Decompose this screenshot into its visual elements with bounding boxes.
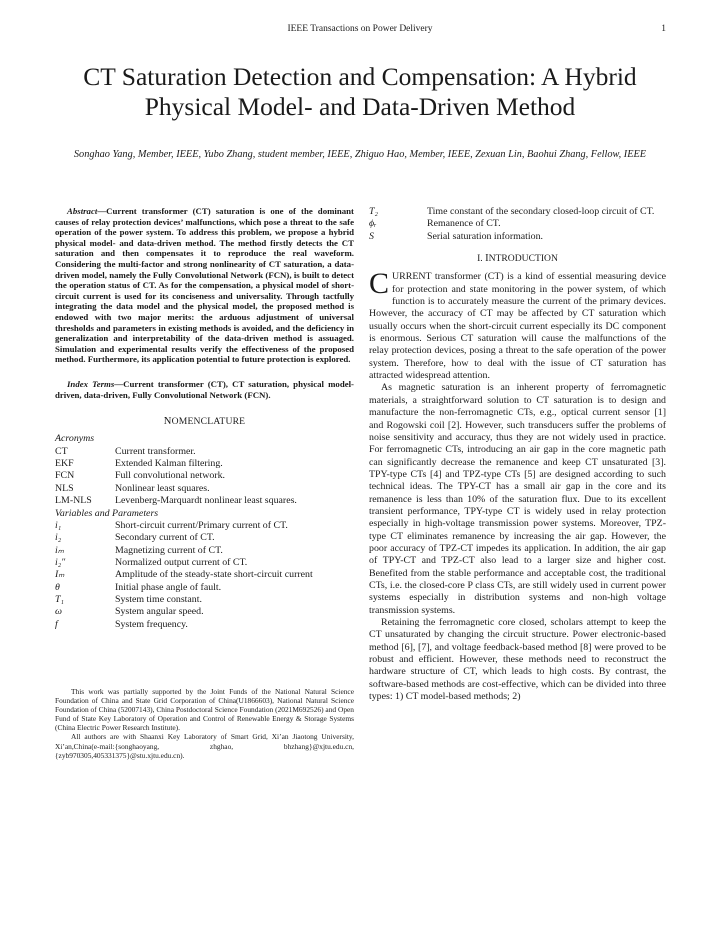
intro-paragraph-1 (369, 267, 666, 382)
nomenclature-symbol: NLS (55, 482, 74, 494)
intro-lead-word: URRENT (392, 271, 432, 283)
affiliation-footnote: All authors are with Shaanxi Key Laboratory of Smart Grid, Xi’an Jiaotong University, Xi’an,China(e-mail:{songhaoyang, zhghao, bhzhang}@xjtu.edu.cn, {zyb970305,405331375}@stu.xjtu.edu.cn). (55, 732, 354, 760)
nomenclature-symbol: i₂″ (55, 556, 66, 568)
paper-title: CT Saturation Detection and Compensation: A Hybrid Physical Model- and Data-Driven Method (83, 62, 637, 121)
nomenclature-definition: Secondary current of CT. (115, 532, 215, 544)
nomenclature-symbol: EKF (55, 458, 74, 470)
acronyms-subheading: Acronyms (55, 433, 95, 445)
intro-paragraph-3: Retaining the ferromagnetic core closed, scholars attempt to keep the CT unsaturated by changing the circuit structure. Power electronic-based method [6], [7], and voltage feedback-based method [8] were proved to be robust and efficient. However, these methods need to reconstruct the hardware structure of CT, which leads to high costs. By contrast, the software-based methods are cost-effective, which can be divided into three types: 1) CT model-based methods; 2) (369, 617, 666, 703)
introduction-heading-number: I. (477, 253, 483, 265)
nomenclature-row (55, 470, 354, 482)
nomenclature-definition: Time constant of the secondary closed-loop circuit of CT. (427, 206, 655, 217)
variables-subheading: Variables and Parameters (55, 507, 159, 519)
nomenclature-continued (369, 206, 666, 243)
nomenclature-row (55, 569, 354, 581)
nomenclature-definition: System time constant. (115, 593, 202, 605)
nomenclature-row (55, 582, 354, 594)
nomenclature-symbol: CT (55, 445, 68, 457)
nomenclature-row (369, 206, 666, 218)
nomenclature-definition: System frequency. (115, 618, 188, 630)
index-terms-label: Index Terms (67, 378, 115, 389)
nomenclature-heading (55, 416, 354, 428)
nomenclature-definition: Current transformer. (115, 445, 196, 457)
nomenclature-symbol: S (369, 230, 374, 242)
nomenclature-symbol: iₘ (55, 544, 64, 556)
nomenclature-definition: Nonlinear least squares. (115, 482, 210, 494)
nomenclature-row (55, 606, 354, 618)
nomenclature-row (55, 483, 354, 495)
nomenclature-row (369, 218, 666, 230)
footnote (55, 687, 354, 760)
nomenclature-symbol: FCN (55, 470, 75, 482)
nomenclature-definition: Normalized output current of CT. (115, 556, 248, 568)
nomenclature-definition: Remanence of CT. (427, 218, 501, 230)
journal-name: IEEE Transactions on Power Delivery (287, 24, 433, 34)
right-column (369, 206, 666, 703)
intro-paragraph-2: As magnetic saturation is an inherent property of ferromagnetic materials, a straightforward solution to CT saturation is to design and manufacture the non-ferromagnetic CTs, e.g., optical current sensor [1] and Rogowski coil [2]. However, such transducers suffer the problems of noise sensitivity and accuracy, thus they are not widely used in practice. For ferromagnetic CTs, introducing an air gap in the core magnetic path can significantly decrease the remanence and keep CT unsaturated [3]. TPY-type CTs [4] and TPZ-type CTs [5] are designed according to such technical ideas. The TPY-CT has a small air gap in the core and its remanence is less than 10% of the saturation flux. Due to its excellent transient performance, TPY-type CT is widely used in relay protection especially in high-voltage transmission power systems. Moreover, TPZ-type CT eliminates remanence by increasing the air gap. However, the poor accuracy of TPZ-CT impedes its application. In addition, the air gap of TPY-CT and TPZ-CT also lead to a larger size and higher cost. Benefited from the stable performance and acceptable cost, the traditional CTs, i.e. the closed-core P class CTs, are still widely used in current power systems especially in distribution systems and non-high voltage transmission systems. (369, 382, 666, 616)
intro-paragraph-1-text: transformer (CT) is a kind of essential measuring device for protection and state monitoring in the power system, of which function is to accurately measure the current of the primary devices. However, the accuracy of CT may be affected by CT saturation which usually occurs when the short-circuit current especially its DC component is enormous. Serious CT saturation will cause the malfunctions of the relay protection devices, posing a threat to the safe operation of the power system. Therefore, how to deal with the issue of CT saturation has attracted widespread attention. (369, 271, 666, 382)
nomenclature-definition: Levenberg-Marquardt nonlinear least squares. (115, 495, 297, 507)
nomenclature-row (55, 446, 354, 458)
abstract-dash: — (97, 206, 107, 216)
nomenclature-symbol: ϕᵣ (369, 218, 377, 230)
left-column (55, 206, 354, 760)
author-list: Songhao Yang, Member, IEEE, Yubo Zhang, student member, IEEE, Zhiguo Hao, Member, IEEE, Zexuan Lin, Baohui Zhang, Fellow, IEEE (73, 149, 647, 160)
introduction-heading-rest: NTRODUCTION (488, 253, 558, 265)
nomenclature-definition: Amplitude of the steady-state short-circuit current (115, 569, 313, 581)
abstract (55, 206, 354, 365)
nomenclature-row (55, 520, 354, 532)
introduction-heading (369, 253, 666, 265)
nomenclature-row (55, 557, 354, 569)
nomenclature-heading-initial: N (163, 416, 172, 428)
variable-list (55, 520, 354, 631)
nomenclature-row (55, 458, 354, 470)
page-number: 1 (661, 24, 666, 34)
nomenclature-row (369, 231, 666, 243)
nomenclature-row (55, 495, 354, 507)
nomenclature-symbol: Iₘ (55, 569, 65, 581)
running-head (0, 24, 720, 38)
nomenclature-symbol: θ (55, 581, 60, 593)
nomenclature-definition: Extended Kalman filtering. (115, 458, 223, 470)
nomenclature-row (55, 594, 354, 606)
index-terms-text: Current transformer (CT), CT saturation, physical model-driven, data-driven, Fully Convolutional Network (FCN). (55, 378, 354, 400)
nomenclature-definition: Short-circuit current/Primary current of CT. (115, 519, 288, 531)
index-terms-dash: — (114, 378, 124, 389)
funding-footnote: This work was partially supported by the Joint Funds of the National Natural Science Foundation of China and State Grid Corporation of China(U1866603), National Natural Science Foundation of China (52007143), China Postdoctoral Science Foundation (2021M692526) and Open Fund of State Key Laboratory of Operation and Control of Renewable Energy & Storage Systems (China Electric Power Research Institute). (55, 686, 354, 733)
nomenclature-definition: System angular speed. (115, 606, 204, 618)
abstract-label: Abstract (67, 206, 98, 216)
abstract-text: Current transformer (CT) saturation is one of the dominant causes of relay protection devices’ malfunctions, which pose a threat to the safe operation of the power system. To address this problem, we propose a hybrid physical model- and data-driven method. The method firstly detects the CT saturation and then compensates it to reproduce the real waveform. Considering the multi-factor and strong nonlinearity of CT saturation, a data-driven model, namely the Fully Convolutional Network (FCN), is built to detect the operation status of CT. As for the compensation, a physical model of short-circuit current is used for its conciseness and universality. Through tactfully integrating the data model and the physical model, the proposed method is endowed with two major merits: the arduous adjustment of universal thresholds and parameters in existing methods is avoided, and the deficiency in generalization and interpretability of the data-driven method is assuaged. Simulation and experimental results verify the effectiveness of the proposed method. Furthermore, its application potential to future protection is explored. (55, 206, 354, 365)
nomenclature-row (55, 619, 354, 631)
index-terms (55, 379, 354, 400)
nomenclature-definition: Full convolutional network. (115, 470, 225, 482)
nomenclature-symbol: T₁ (55, 593, 64, 605)
nomenclature-heading-rest: OMENCLATURE (171, 416, 246, 428)
nomenclature-definition: Magnetizing current of CT. (115, 544, 223, 556)
drop-cap: C (369, 267, 390, 301)
nomenclature-symbol: ω (55, 606, 62, 618)
nomenclature-symbol: i₁ (55, 519, 62, 531)
nomenclature-symbol: f (55, 618, 58, 630)
nomenclature-symbol: i₂ (55, 532, 62, 544)
nomenclature-definition: Serial saturation information. (427, 230, 544, 242)
nomenclature-row (55, 545, 354, 557)
nomenclature-row (55, 532, 354, 544)
introduction-heading-initial: I (485, 253, 489, 265)
nomenclature-definition: Initial phase angle of fault. (115, 581, 222, 593)
acronym-list (55, 446, 354, 508)
nomenclature-symbol: LM-NLS (55, 495, 92, 507)
nomenclature-symbol: T₂ (369, 206, 378, 217)
